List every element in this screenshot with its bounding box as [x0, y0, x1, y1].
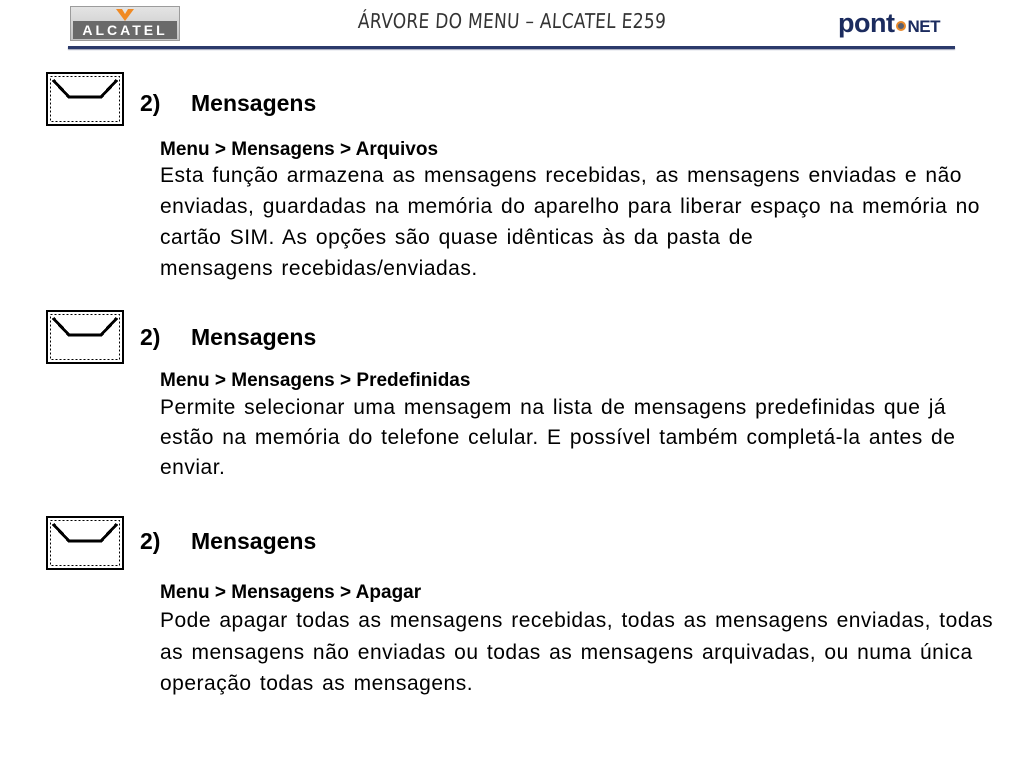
pontonet-logo-net: NET	[907, 17, 940, 36]
menu-path: Menu > Mensagens > Arquivos	[160, 139, 439, 160]
description-line: mensagens recebidas/enviadas.	[160, 257, 478, 280]
section-description	[160, 605, 993, 700]
pontonet-logo-pont: pont	[838, 8, 895, 38]
description-line: Permite selecionar uma mensagem na lista de mensagens predefinidas que já	[160, 396, 947, 419]
section-description	[160, 160, 980, 284]
description-line: as mensagens não enviadas ou todas as mensagens arquivadas, ou numa única	[160, 640, 973, 664]
envelope-icon	[46, 310, 124, 364]
description-line: cartão SIM. As opções são quase idênticas às da pasta de	[160, 226, 754, 249]
section-description	[160, 393, 955, 483]
envelope-icon	[46, 72, 124, 126]
section-title: Mensagens	[191, 528, 317, 554]
description-line: estão na memória do telefone celular. E possível também completá-la antes de	[160, 426, 956, 449]
pontonet-logo	[838, 6, 940, 40]
menu-path: Menu > Mensagens > Predefinidas	[160, 370, 471, 391]
pontonet-dot-icon	[896, 21, 906, 31]
description-line: operação todas as mensagens.	[160, 672, 474, 695]
description-line: enviar.	[160, 456, 226, 479]
description-line: enviadas, guardadas na memória do aparelho para liberar espaço na memória no	[160, 195, 980, 218]
page-title: ÁRVORE DO MENU – ALCATEL E259	[357, 10, 667, 34]
menu-section-apagar	[0, 516, 1024, 716]
menu-section-arquivos	[0, 72, 1024, 280]
section-title: Mensagens	[191, 324, 317, 350]
section-number: 2)	[140, 324, 161, 350]
menu-path: Menu > Mensagens > Apagar	[160, 582, 422, 603]
section-title: Mensagens	[191, 90, 317, 116]
description-line: Pode apagar todas as mensagens recebidas, todas as mensagens enviadas, todas	[160, 609, 994, 632]
description-line: Esta função armazena as mensagens recebidas, as mensagens enviadas e não	[160, 164, 962, 187]
alcatel-logo-text: ALCATEL	[73, 21, 177, 39]
header-divider	[68, 46, 955, 49]
menu-section-predefinidas	[0, 310, 1024, 510]
section-number: 2)	[140, 528, 161, 554]
envelope-icon	[46, 516, 124, 570]
section-number: 2)	[140, 90, 161, 116]
